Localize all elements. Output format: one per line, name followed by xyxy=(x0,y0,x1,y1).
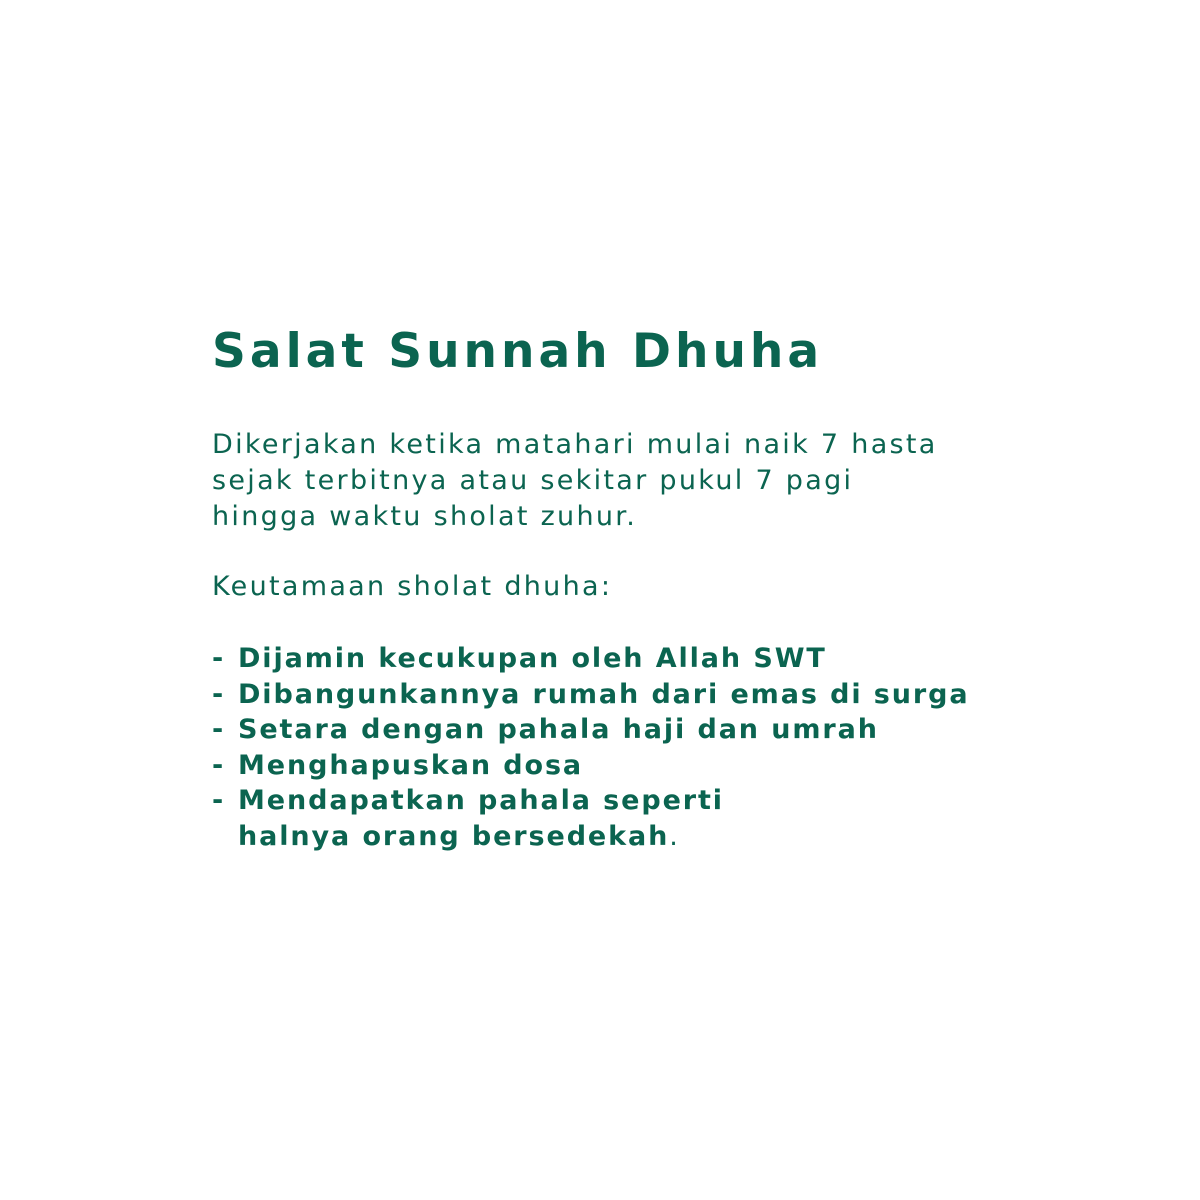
list-item-period: . xyxy=(669,820,680,852)
list-item xyxy=(212,712,1112,748)
list-item-text: Menghapuskan dosa xyxy=(238,749,584,781)
content-card xyxy=(212,318,1112,854)
bullet-dash: - xyxy=(212,749,226,781)
benefits-list xyxy=(212,641,1112,854)
bullet-dash: - xyxy=(212,785,226,816)
bullet-dash: - xyxy=(212,678,226,710)
intro-paragraph xyxy=(212,427,1112,535)
list-item-text: Dibangunkannya rumah dari emas di surga xyxy=(238,678,970,710)
intro-line: Dikerjakan ketika matahari mulai naik 7 hasta xyxy=(212,429,938,460)
benefits-heading: Keutamaan sholat dhuha: xyxy=(212,571,613,602)
list-item-text: Setara dengan pahala haji dan umrah xyxy=(238,714,879,745)
bullet-dash: - xyxy=(212,643,226,674)
page-title: Salat Sunnah Dhuha xyxy=(212,324,824,379)
list-item-continuation-text: halnya orang bersedekah xyxy=(238,820,670,852)
list-item-continuation xyxy=(238,819,1112,855)
list-item-text: Dijamin kecukupan oleh Allah SWT xyxy=(238,643,827,674)
list-item-text: Mendapatkan pahala seperti xyxy=(238,785,724,816)
list-item xyxy=(212,677,1112,713)
list-item xyxy=(212,748,1112,784)
intro-line: hingga waktu sholat zuhur. xyxy=(212,501,638,532)
list-item xyxy=(212,783,1112,854)
intro-line: sejak terbitnya atau sekitar pukul 7 pagi xyxy=(212,465,854,496)
bullet-dash: - xyxy=(212,714,226,745)
list-item xyxy=(212,641,1112,677)
